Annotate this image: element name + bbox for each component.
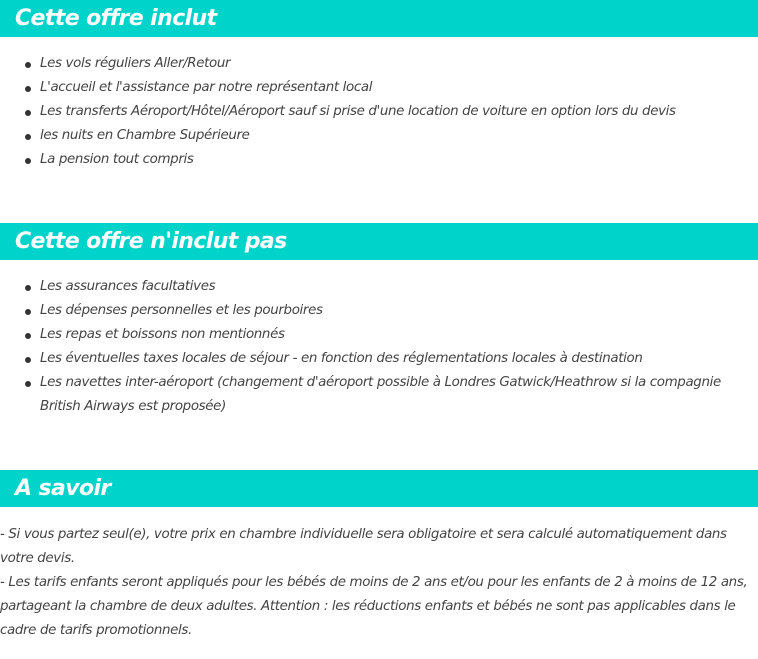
list-item-text: Les dépenses personnelles et les pourboires (40, 303, 323, 318)
bullet-icon (25, 86, 31, 92)
bullet-icon (25, 134, 31, 140)
list-item (40, 299, 758, 323)
list-item (40, 124, 758, 148)
info-paragraph: - Les tarifs enfants seront appliqués pour les bébés de moins de 2 ans et/ou pour les enfants de 2 à moins de 12 ans, partageant la chambre de deux adultes. Attention : les réductions enfants et bébés ne sont pas applicables dans le cadre de tarifs promotionnels. (0, 575, 748, 638)
list-item-text: Les repas et boissons non mentionnés (40, 327, 285, 342)
list-item-text: Les assurances facultatives (40, 279, 216, 294)
info-paragraph: - Si vous partez seul(e), votre prix en chambre individuelle sera obligatoire et sera calculé automatiquement dans votre devis. (0, 527, 727, 566)
bullet-icon (25, 110, 31, 116)
section-header-included: Cette offre inclut (0, 0, 758, 37)
bullet-icon (25, 357, 31, 363)
not-included-list (0, 275, 758, 419)
bullet-icon (25, 381, 31, 387)
list-item-text: les nuits en Chambre Supérieure (40, 128, 250, 143)
list-item (40, 148, 758, 172)
bullet-icon (25, 158, 31, 164)
included-list (0, 52, 758, 172)
list-item (40, 52, 758, 76)
list-item-text: L'accueil et l'assistance par notre représentant local (40, 80, 373, 95)
bullet-icon (25, 309, 31, 315)
list-item-text: Les transferts Aéroport/Hôtel/Aéroport sauf si prise d'une location de voiture en option lors du devis (40, 104, 676, 119)
list-item (40, 323, 758, 347)
list-item-text: Les éventuelles taxes locales de séjour - en fonction des réglementations locales à destination (40, 351, 643, 366)
bullet-icon (25, 333, 31, 339)
section-header-to-know: A savoir (0, 470, 758, 507)
list-item-text: La pension tout compris (40, 152, 194, 167)
list-item (40, 76, 758, 100)
section-header-not-included: Cette offre n'inclut pas (0, 223, 758, 260)
list-item (40, 275, 758, 299)
list-item-text: Les vols réguliers Aller/Retour (40, 56, 231, 71)
list-item (40, 347, 758, 371)
list-item (40, 100, 758, 124)
bullet-icon (25, 62, 31, 68)
bullet-icon (25, 285, 31, 291)
to-know-block (0, 523, 758, 643)
list-item-text: Les navettes inter-aéroport (changement d'aéroport possible à Londres Gatwick/Heathrow si la compagnie British Airways est proposée) (40, 375, 721, 414)
list-item (40, 371, 758, 419)
